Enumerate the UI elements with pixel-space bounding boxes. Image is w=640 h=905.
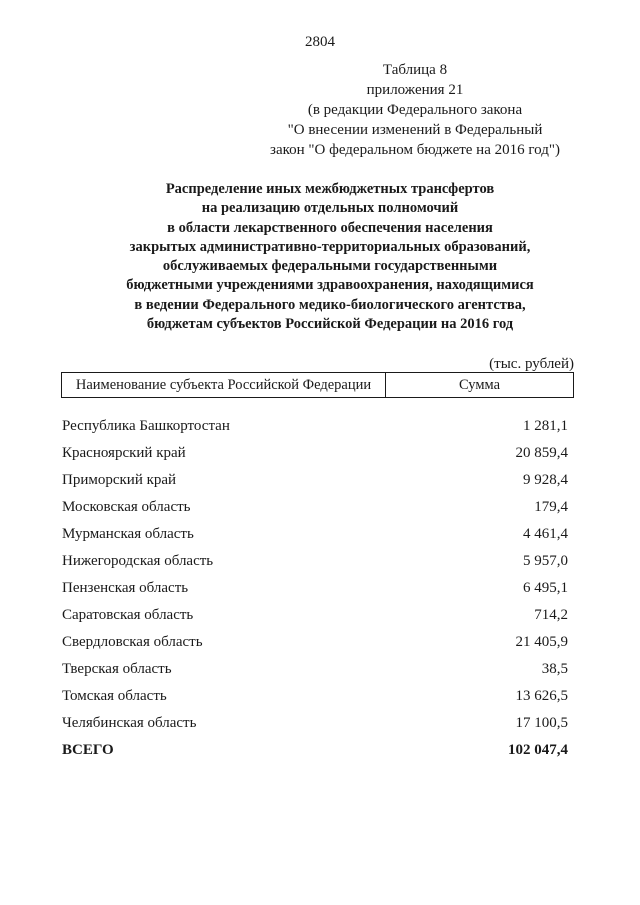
table-row xyxy=(62,472,568,499)
row-name: Нижегородская область xyxy=(62,553,214,569)
row-sum: 20 859,4 xyxy=(515,445,568,461)
reference-line: приложения 21 xyxy=(366,82,464,98)
row-name: Красноярский край xyxy=(62,445,186,461)
title-line: в ведении Федерального медико-биологического агентства, xyxy=(134,296,526,313)
total-row xyxy=(62,742,568,769)
row-name: Пензенская область xyxy=(62,580,189,596)
row-name: Челябинская область xyxy=(62,715,197,731)
table-header xyxy=(61,372,574,398)
title-line: в области лекарственного обеспечения населения xyxy=(167,219,493,236)
units-label: (тыс. рублей) xyxy=(489,356,574,372)
row-sum: 4 461,4 xyxy=(523,526,568,542)
row-name: Свердловская область xyxy=(62,634,203,650)
total-label: ВСЕГО xyxy=(62,742,114,758)
reference-line: (в редакции Федерального закона xyxy=(307,102,523,118)
row-sum: 21 405,9 xyxy=(515,634,568,650)
title-line: закрытых административно-территориальных образований, xyxy=(129,238,531,255)
row-name: Саратовская область xyxy=(62,607,194,623)
row-name: Тверская область xyxy=(62,661,172,677)
table-row xyxy=(62,715,568,742)
table-row xyxy=(62,418,568,445)
row-name: Приморский край xyxy=(62,472,177,488)
row-name: Московская область xyxy=(62,499,191,515)
table-row xyxy=(62,661,568,688)
row-sum: 17 100,5 xyxy=(515,715,568,731)
title-line: Распределение иных межбюджетных трансфертов xyxy=(165,181,495,197)
header-sum: Сумма xyxy=(458,376,501,393)
table-reference xyxy=(250,60,580,160)
row-sum: 6 495,1 xyxy=(523,580,568,596)
title-line: обслуживаемых федеральными государственными xyxy=(162,258,498,275)
table-row xyxy=(62,688,568,715)
row-name: Республика Башкортостан xyxy=(62,418,230,434)
title-line: бюджетными учреждениями здравоохранения, находящимися xyxy=(126,277,534,294)
document-title xyxy=(70,180,590,334)
page-number: 2804 xyxy=(305,34,335,50)
table-row xyxy=(62,445,568,472)
row-sum: 179,4 xyxy=(534,499,568,515)
row-name: Томская область xyxy=(62,688,167,704)
total-sum: 102 047,4 xyxy=(508,742,568,758)
reference-line: закон "О федеральном бюджете на 2016 год") xyxy=(270,142,560,158)
row-sum: 9 928,4 xyxy=(523,472,568,488)
row-sum: 5 957,0 xyxy=(523,553,568,569)
reference-line: "О внесении изменений в Федеральный xyxy=(287,122,543,138)
table-row xyxy=(62,526,568,553)
row-sum: 38,5 xyxy=(541,661,568,677)
table-row xyxy=(62,634,568,661)
title-line: бюджетам субъектов Российской Федерации на 2016 год xyxy=(146,316,514,333)
row-sum: 1 281,1 xyxy=(523,418,568,434)
row-sum: 13 626,5 xyxy=(515,688,568,704)
reference-line: Таблица 8 xyxy=(382,62,448,78)
table-row xyxy=(62,580,568,607)
table-row xyxy=(62,607,568,634)
table-row xyxy=(62,553,568,580)
table-body xyxy=(62,418,568,769)
row-name: Мурманская область xyxy=(62,526,194,542)
header-name: Наименование субъекта Российской Федерации xyxy=(62,373,386,397)
row-sum: 714,2 xyxy=(534,607,568,623)
title-line: на реализацию отдельных полномочий xyxy=(201,200,459,217)
table-row xyxy=(62,499,568,526)
